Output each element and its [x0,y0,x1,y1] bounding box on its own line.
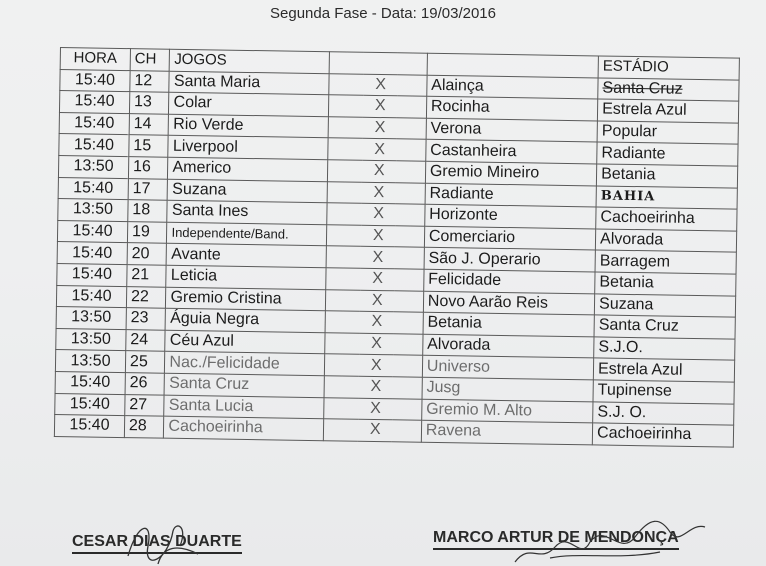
stadium: Barragem [595,250,736,274]
versus-mark: X [360,311,395,333]
versus-mark: X [358,398,393,420]
away-team: Alvorada [423,334,595,358]
match-number: 26 [125,372,165,394]
home-team: Suzana [168,179,327,203]
match-number: 18 [128,200,168,222]
stadium: S.J. O. [593,401,734,425]
match-number: 27 [125,394,165,416]
versus-mark: X [362,139,397,161]
versus-mark: X [361,203,396,225]
versus-mark: X [360,290,395,312]
home-team: Santa Lucia [164,395,323,419]
versus-mark: X [360,268,395,290]
column-header-jogos: JOGOS [170,49,329,73]
match-time: 15:40 [55,393,125,416]
home-team: Nac./Felicidade [165,352,324,376]
match-time: 13:50 [58,155,128,178]
away-team: Castanheira [426,140,598,164]
versus-mark: X [363,117,398,139]
versus-mark: X [359,376,394,398]
signature-name-left: CESAR DIAS DUARTE [72,532,242,554]
home-team: Santa Maria [169,71,328,95]
column-header-hora: HORA [60,48,130,71]
stadium: Betania [596,164,737,188]
versus-mark: X [358,419,393,441]
stadium: Estrela Azul [593,358,734,382]
match-number: 19 [127,221,167,243]
match-time: 15:40 [59,112,129,135]
match-time: 15:40 [60,69,130,92]
stadium: Alvorada [595,229,736,253]
away-team: Comerciario [424,226,596,250]
home-team: Águia Negra [166,308,325,332]
stadium: Santa Cruz [594,315,735,339]
match-time: 13:50 [55,350,125,373]
away-team: Ravena [421,420,593,444]
home-team: Rio Verde [169,114,328,138]
column-header-ch: CH [130,49,170,71]
match-number: 28 [124,416,164,438]
match-time: 13:50 [56,328,126,351]
versus-mark: X [361,247,396,269]
match-time: 13:50 [58,199,128,222]
match-time: 15:40 [59,134,129,157]
stadium: S.J.O. [594,337,735,361]
stadium: Radiante [597,142,738,166]
schedule-rows [54,69,739,447]
match-number: 23 [126,308,166,330]
home-team: Céu Azul [165,330,324,354]
stadium: Betania [595,272,736,296]
stadium: Suzana [594,293,735,317]
versus-mark: X [359,333,394,355]
match-time: 15:40 [54,415,124,438]
home-team: Colar [169,92,328,116]
column-header-estadio: ESTÁDIO [598,56,739,80]
away-team: Gremio Mineiro [425,161,597,185]
stadium: Cachoeirinha [596,207,737,231]
stadium: Tupinense [593,380,734,404]
versus-mark: X [361,225,396,247]
match-number: 17 [128,178,168,200]
stadium: Estrela Azul [597,99,738,123]
page-title: Segunda Fase - Data: 19/03/2016 [270,5,496,22]
away-team: Novo Aarão Reis [423,291,595,315]
match-time: 15:40 [59,91,129,114]
match-time: 15:40 [57,242,127,265]
away-team: Rocinha [426,96,598,120]
versus-mark: X [362,160,397,182]
stadium: Cachoeirinha [592,423,733,447]
match-time: 15:40 [57,263,127,286]
match-time: 13:50 [56,307,126,330]
signature-name-right: MARCO ARTUR DE MENDONÇA [433,528,679,550]
away-team: Betania [423,312,595,336]
schedule-sheet [54,47,740,447]
versus-mark: X [363,95,398,117]
versus-mark: X [363,74,398,96]
match-number: 24 [126,329,166,351]
away-team: Verona [426,118,598,142]
away-team: Horizonte [425,204,597,228]
away-team: Jusg [422,377,594,401]
match-number: 20 [127,243,167,265]
stadium: BAHIA [596,186,737,210]
away-team: Alainça [427,75,599,99]
home-team: Santa Ines [167,200,326,224]
home-team: Avante [167,244,326,268]
match-number: 14 [129,113,169,135]
versus-mark: X [362,182,397,204]
match-time: 15:40 [56,285,126,308]
home-team: Cachoeirinha [164,416,323,440]
home-team: Santa Cruz [164,373,323,397]
match-number: 22 [126,286,166,308]
match-number: 16 [128,157,168,179]
stadium: Popular [597,121,738,145]
home-team: Independente/Band. [167,222,326,246]
match-number: 13 [129,92,169,114]
away-team: Radiante [425,183,597,207]
away-team: Gremio M. Alto [421,399,593,423]
away-team: Universo [422,356,594,380]
away-team: Felicidade [424,269,596,293]
home-team: Leticia [166,265,325,289]
away-team: São J. Operario [424,248,596,272]
match-number: 15 [129,135,169,157]
match-time: 15:40 [55,371,125,394]
match-time: 15:40 [58,177,128,200]
home-team: Liverpool [168,136,327,160]
match-number: 12 [130,70,170,92]
home-team: Americo [168,157,327,181]
stadium: Santa Cruz [598,78,739,102]
home-team: Gremio Cristina [166,287,325,311]
schedule-table [54,47,740,447]
match-number: 25 [125,351,165,373]
match-number: 21 [127,265,167,287]
versus-mark: X [359,355,394,377]
match-time: 15:40 [57,220,127,243]
